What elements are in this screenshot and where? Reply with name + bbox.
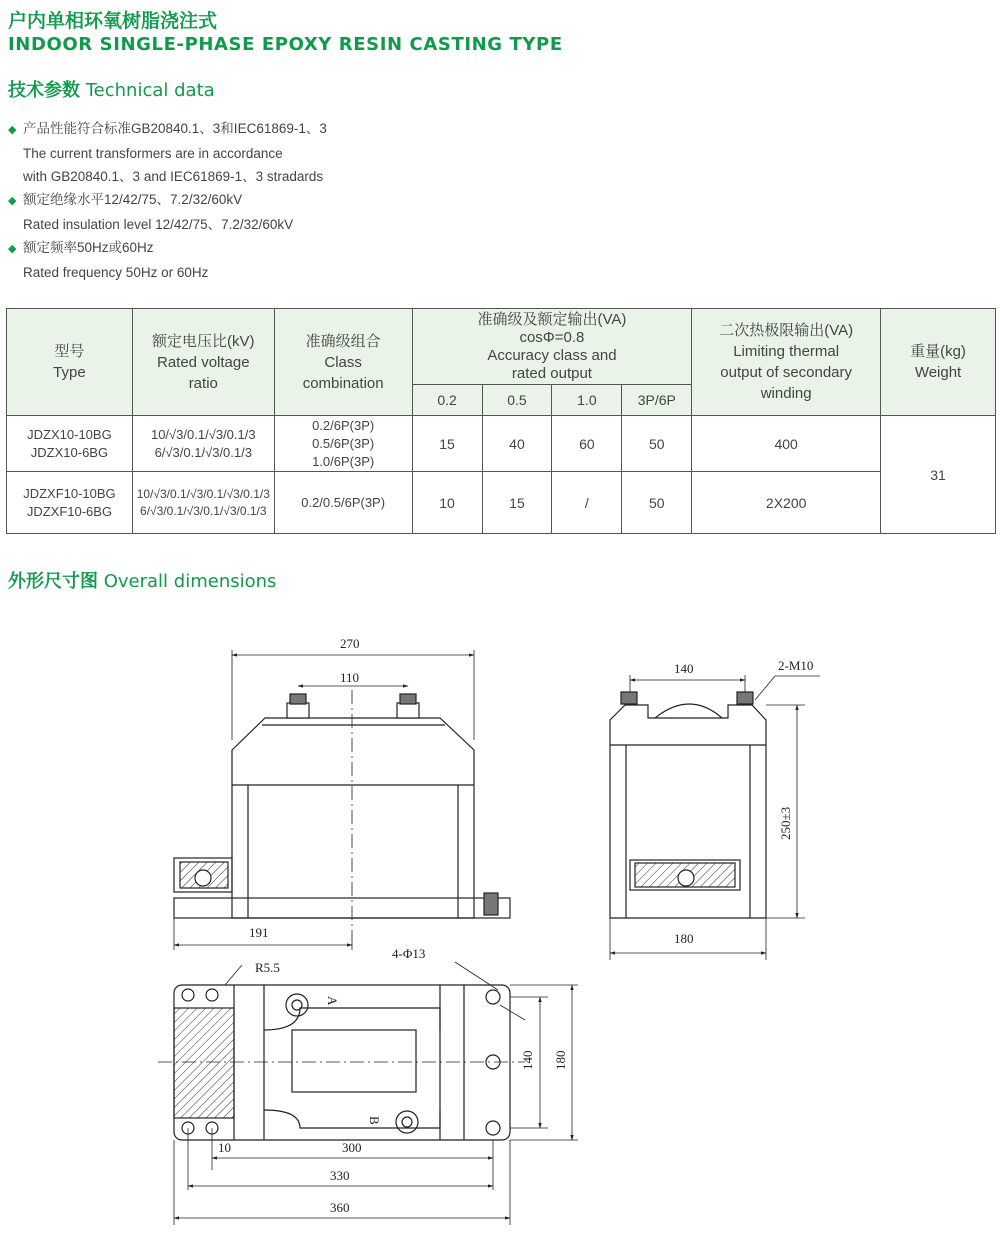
cell-output: / (552, 472, 622, 534)
dim-10: 10 (218, 1140, 231, 1155)
diamond-bullet-icon: ◆ (8, 243, 17, 255)
cell-output: 15 (482, 472, 552, 534)
dim-side-base: 180 (674, 931, 694, 946)
plan-view (158, 962, 578, 1225)
header-acc-col: 3P/6P (622, 385, 692, 416)
dim-terminal-spacing: 110 (340, 670, 360, 685)
dim-side-height: 250±3 (778, 806, 793, 840)
technical-data-table (6, 308, 996, 534)
dim-side-top: 140 (674, 661, 694, 676)
spec-line: Rated insulation level 12/42/75、7.2/32/60kV (23, 217, 294, 232)
overall-heading-cn: 外形尺寸图 (8, 571, 98, 592)
cell-type: JDZX10-10BG JDZX10-6BG (7, 416, 133, 472)
cell-class: 0.2/6P(3P) 0.5/6P(3P) 1.0/6P(3P) (274, 416, 412, 472)
overall-heading (8, 567, 276, 593)
spec-item: ◆ 额定绝缘水平12/42/75、7.2/32/60kV (8, 188, 327, 213)
cell-ratio: 10/√3/0.1/√3/0.1/3 6/√3/0.1/√3/0.1/3 (132, 416, 274, 472)
technical-heading-cn: 技术参数 (8, 80, 80, 101)
cell-thermal: 400 (692, 416, 881, 472)
label-holes: 4-Φ13 (392, 946, 426, 961)
spec-line: The current transformers are in accordance (23, 146, 283, 161)
cell-ratio: 10/√3/0.1/√3/0.1/√3/0.1/3 6/√3/0.1/√3/0.1/√3/0.1/3 (132, 472, 274, 534)
label-bolt-spec: 2-M10 (778, 658, 814, 673)
page-title-cn: 户内单相环氧树脂浇注式 (8, 10, 218, 32)
overall-dimensions-drawing (0, 600, 1000, 1240)
header-acc-col: 1.0 (552, 385, 622, 416)
cell-weight: 31 (881, 416, 996, 534)
page-title-en: INDOOR SINGLE-PHASE EPOXY RESIN CASTING TYPE (8, 34, 563, 55)
label-radius: R5.5 (255, 960, 280, 975)
spec-list (8, 117, 327, 284)
cell-output: 15 (412, 416, 482, 472)
header-weight: 重量(kg) Weight (881, 309, 996, 416)
spec-item: ◆ 产品性能符合标准GB20840.1、3和IEC61869-1、3 (8, 117, 327, 142)
dim-140: 140 (520, 1050, 535, 1070)
header-thermal: 二次热极限输出(VA) Limiting thermal output of secondary winding (692, 309, 881, 416)
cell-output: 10 (412, 472, 482, 534)
technical-heading-en: Technical data (85, 80, 215, 101)
dim-180: 180 (553, 1050, 568, 1070)
header-ratio: 额定电压比(kV) Rated voltage ratio (132, 309, 274, 416)
diamond-bullet-icon: ◆ (8, 195, 17, 207)
table-row (7, 472, 996, 534)
cell-type: JDZXF10-10BG JDZXF10-6BG (7, 472, 133, 534)
header-class: 准确级组合 Class combination (274, 309, 412, 416)
header-type: 型号 Type (7, 309, 133, 416)
cell-thermal: 2X200 (692, 472, 881, 534)
spec-line: with GB20840.1、3 and IEC61869-1、3 stradards (23, 169, 324, 184)
cell-output: 60 (552, 416, 622, 472)
dim-300: 300 (342, 1140, 362, 1155)
cell-class: 0.2/0.5/6P(3P) (274, 472, 412, 534)
dim-360: 360 (330, 1200, 350, 1215)
diamond-bullet-icon: ◆ (8, 124, 17, 136)
front-view (174, 650, 510, 950)
overall-heading-en: Overall dimensions (103, 571, 277, 592)
spec-line: Rated frequency 50Hz or 60Hz (23, 265, 209, 280)
header-accuracy: 准确级及额定输出(VA) cosΦ=0.8 Accuracy class and rated output (412, 309, 692, 385)
cell-output: 50 (622, 472, 692, 534)
terminal-mark-b: B (367, 1116, 382, 1125)
table-row (7, 416, 996, 472)
spec-item: ◆ 额定频率50Hz或60Hz (8, 236, 327, 261)
dim-330: 330 (330, 1168, 350, 1183)
cell-output: 40 (482, 416, 552, 472)
header-acc-col: 0.5 (482, 385, 552, 416)
dim-front-base: 191 (249, 925, 269, 940)
dim-front-width: 270 (340, 636, 360, 651)
technical-heading (8, 76, 215, 102)
terminal-mark-a: A (325, 996, 340, 1006)
cell-output: 50 (622, 416, 692, 472)
table-header-row (7, 309, 996, 385)
header-acc-col: 0.2 (412, 385, 482, 416)
